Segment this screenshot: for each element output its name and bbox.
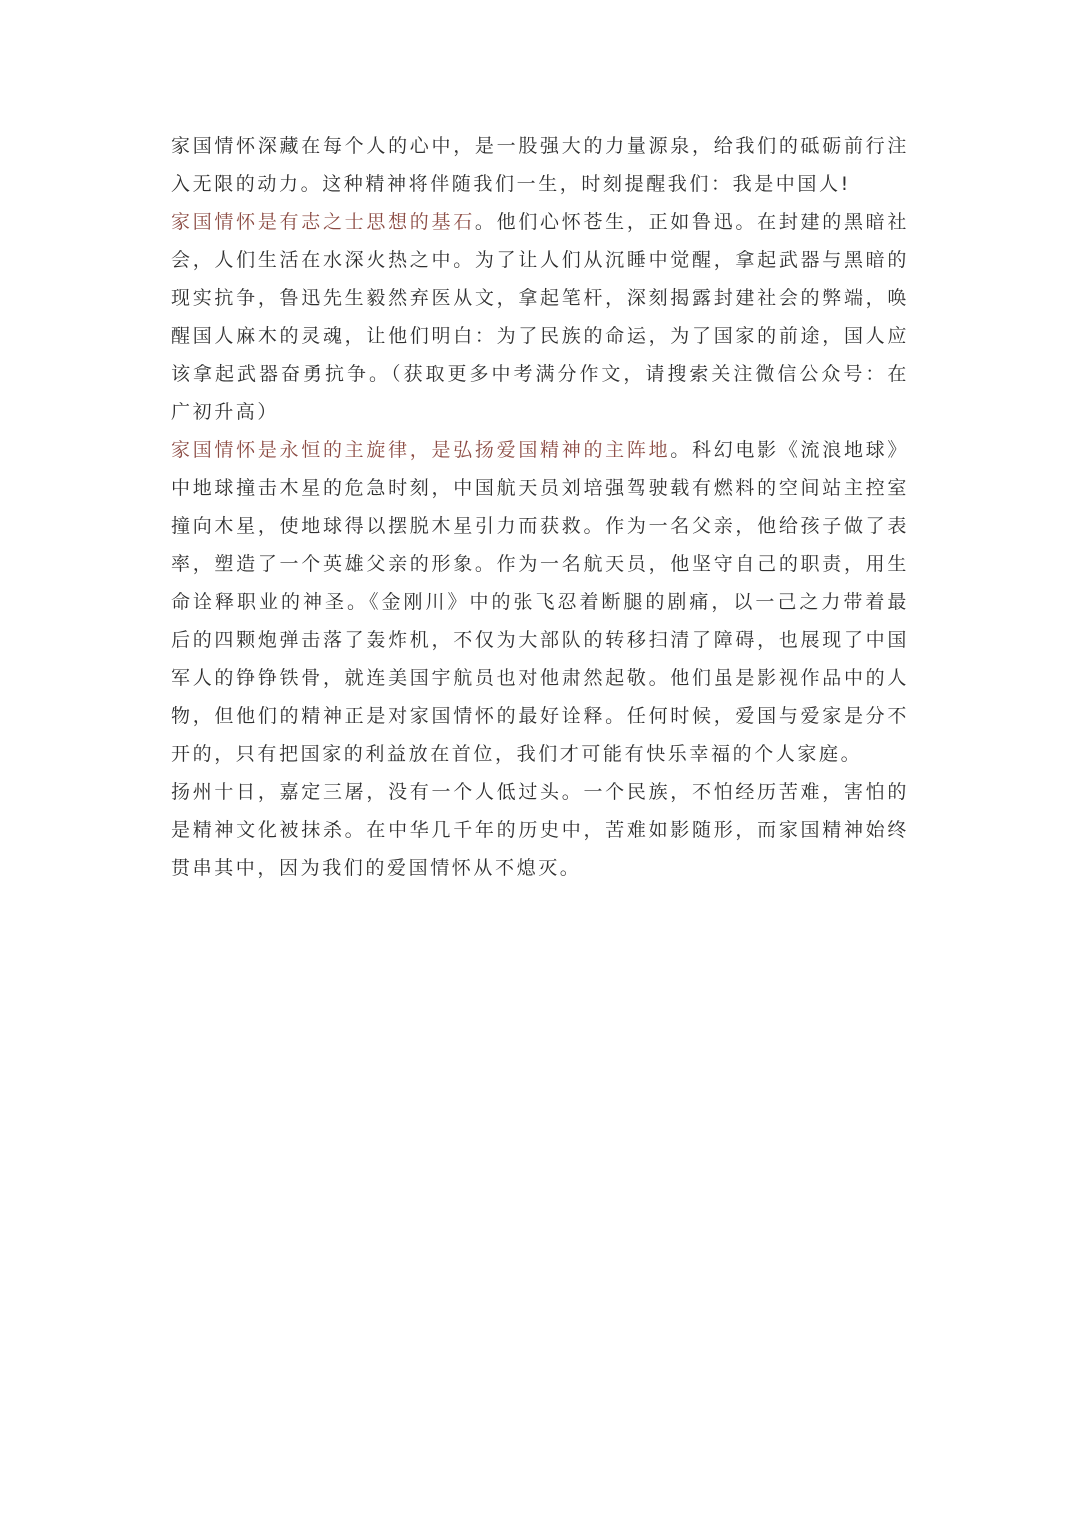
paragraph-2-text: 。他们心怀苍生，正如鲁迅。在封建的黑暗社会，人们生活在水深火热之中。为了让人们从沉睡中觉醒，拿起武器与黑暗的现实抗争，鲁迅先生毅然弃医从文，拿起笔杆，深刻揭露封建社会的弊端，唤醒国人麻木的灵魂，让他们明白：为了民族的命运，为了国家的前途，国人应该拿起武器奋勇抗争。（获取更多中考满分作文，请搜索关注微信公众号：在广初升高） <box>171 211 909 423</box>
paragraph-3-text: 。科幻电影《流浪地球》中地球撞击木星的危急时刻，中国航天员刘培强驾驶载有燃料的空间站主控室撞向木星，使地球得以摆脱木星引力而获救。作为一名父亲，他给孩子做了表率，塑造了一个英雄父亲的形象。作为一名航天员，他坚守自己的职责，用生命诠释职业的神圣。《金刚川》中的张飞忍着断腿的剧痛，以一己之力带着最后的四颗炮弹击落了轰炸机，不仅为大部队的转移扫清了障碍，也展现了中国军人的铮铮铁骨，就连美国宇航员也对他肃然起敬。他们虽是影视作品中的人物，但他们的精神正是对家国情怀的最好诠释。任何时候，爱国与爱家是分不开的，只有把国家的利益放在首位，我们才可能有快乐幸福的个人家庭。 <box>171 439 909 765</box>
paragraph-4-text: 扬州十日，嘉定三屠，没有一个人低过头。一个民族，不怕经历苦难，害怕的是精神文化被抹杀。在中华几千年的历史中，苦难如影随形，而家国精神始终贯串其中，因为我们的爱国情怀从不熄灭。 <box>171 781 909 879</box>
paragraph-1-text: 家国情怀深藏在每个人的心中，是一股强大的力量源泉，给我们的砥砺前行注入无限的动力。这种精神将伴随我们一生，时刻提醒我们：我是中国人! <box>171 135 909 195</box>
paragraph-2-topic-sentence: 家国情怀是有志之士思想的基石 <box>171 211 475 233</box>
paragraph-3-topic-sentence: 家国情怀是永恒的主旋律，是弘扬爱国精神的主阵地 <box>171 439 671 461</box>
paragraph-3 <box>171 431 909 773</box>
paragraph-2 <box>171 203 909 431</box>
paragraph-4 <box>171 773 909 887</box>
essay-body <box>171 127 909 887</box>
paragraph-1 <box>171 127 909 203</box>
